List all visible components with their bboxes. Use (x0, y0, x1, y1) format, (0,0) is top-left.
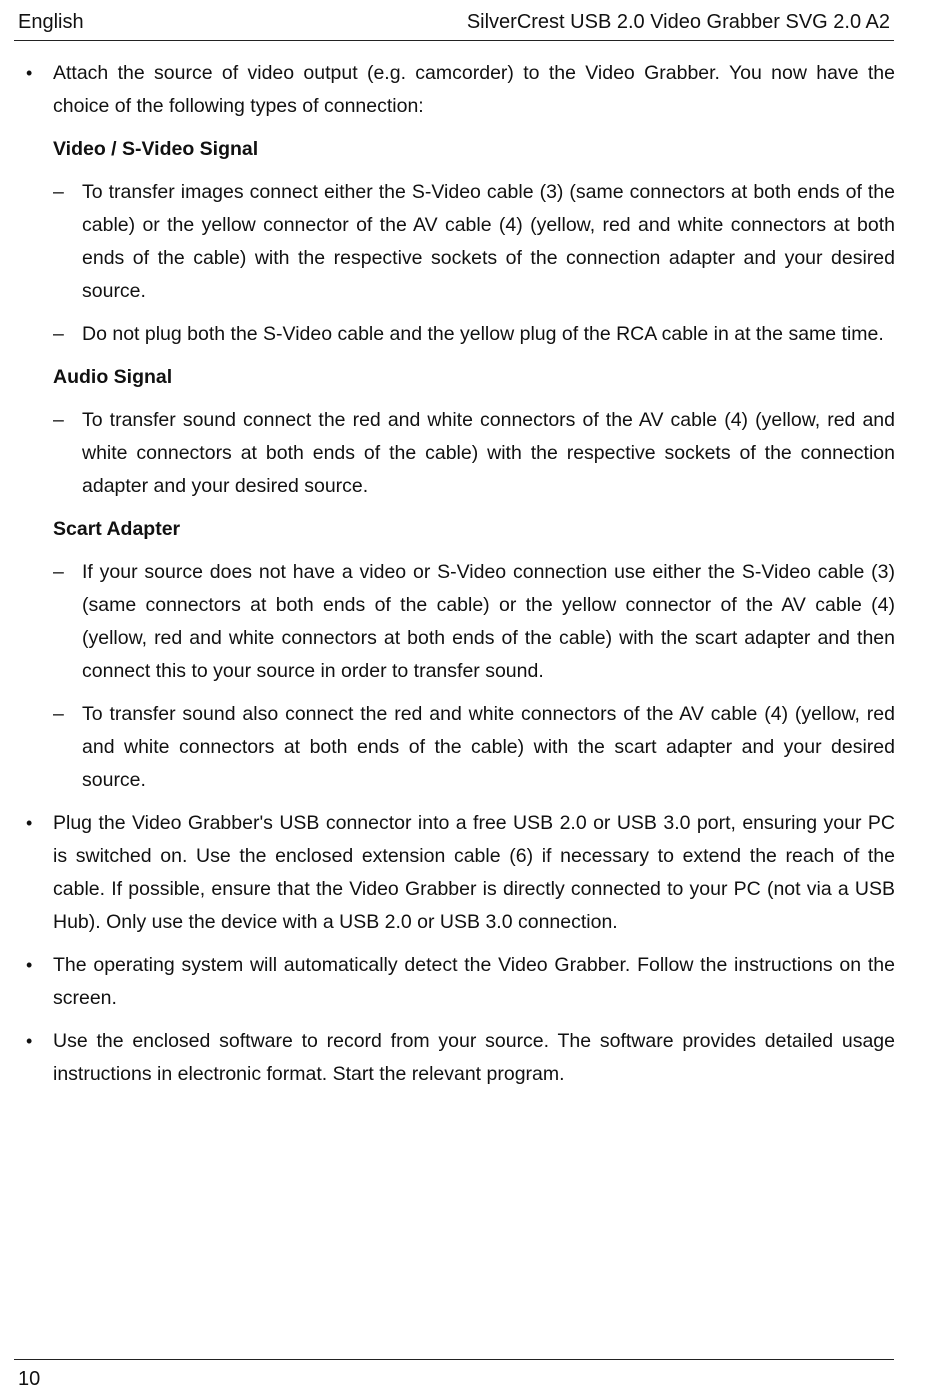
dash-item (53, 318, 895, 351)
dash-item-text: To transfer images connect either the S-Video cable (3) (same connectors at both ends of the cable) or the yellow connector of the AV cable (4) (yellow, red and white connectors at both ends of the cable) with the respective sockets of the connection adapter and your desired source. (82, 181, 895, 302)
bullet-text: Attach the source of video output (e.g. camcorder) to the Video Grabber. You now have the choice of the following types of connection: (53, 62, 895, 117)
dash-icon: – (53, 323, 64, 345)
page-footer (14, 1359, 894, 1390)
section-video (0, 133, 950, 351)
header-language: English (18, 11, 84, 33)
bullet-item-intro (26, 57, 895, 123)
dash-item (53, 176, 895, 308)
section-heading: Video / S-Video Signal (53, 138, 259, 160)
section-scart (0, 513, 950, 797)
dash-item (53, 556, 895, 688)
bullet-icon: • (26, 813, 33, 833)
dash-icon: – (53, 703, 64, 725)
dash-icon: – (53, 561, 64, 583)
section-heading: Audio Signal (53, 366, 173, 388)
bullet-item (26, 807, 895, 939)
header-product-title: SilverCrest USB 2.0 Video Grabber SVG 2.0 A2 (466, 11, 890, 33)
dash-item (53, 698, 895, 797)
bullet-text: Use the enclosed software to record from your source. The software provides detailed usage instructions in electronic format. Start the relevant program. (53, 1030, 895, 1085)
bullet-text: Plug the Video Grabber's USB connector into a free USB 2.0 or USB 3.0 port, ensuring your PC is switched on. Use the enclosed extension cable (6) if necessary to extend the reach of the cable. If possible, ensure that the Video Grabber is directly connected to your PC (not via a USB Hub). Only use the device with a USB 2.0 or USB 3.0 connection. (53, 812, 895, 933)
bullet-item (26, 1025, 895, 1091)
bullet-item (26, 949, 895, 1015)
dash-item-text: To transfer sound also connect the red and white connectors of the AV cable (4) (yellow, red and white connectors at both ends of the cable) with the scart adapter and your desired source. (82, 703, 895, 791)
section-heading: Scart Adapter (53, 518, 181, 540)
dash-item-text: Do not plug both the S-Video cable and the yellow plug of the RCA cable in at the same time. (82, 323, 884, 345)
bullet-list (0, 807, 950, 1091)
dash-icon: – (53, 181, 64, 203)
dash-item-text: If your source does not have a video or S-Video connection use either the S-Video cable (3) (same connectors at both ends of the cable) or the yellow connector of the AV cable (4) (yellow, red and white connectors at both ends of the cable) with the scart adapter and then connect this to your source in order to transfer sound. (82, 561, 895, 682)
page-number: 10 (18, 1368, 41, 1390)
page-header (14, 6, 894, 41)
document-body (0, 57, 950, 1091)
bullet-icon: • (26, 63, 33, 83)
bullet-icon: • (26, 955, 33, 975)
section-audio (0, 361, 950, 503)
dash-item (53, 404, 895, 503)
bullet-icon: • (26, 1031, 33, 1051)
dash-item-text: To transfer sound connect the red and white connectors of the AV cable (4) (yellow, red and white connectors at both ends of the cable) with the respective sockets of the connection adapter and your desired source. (82, 409, 895, 497)
bullet-text: The operating system will automatically detect the Video Grabber. Follow the instructions on the screen. (53, 954, 895, 1009)
dash-icon: – (53, 409, 64, 431)
